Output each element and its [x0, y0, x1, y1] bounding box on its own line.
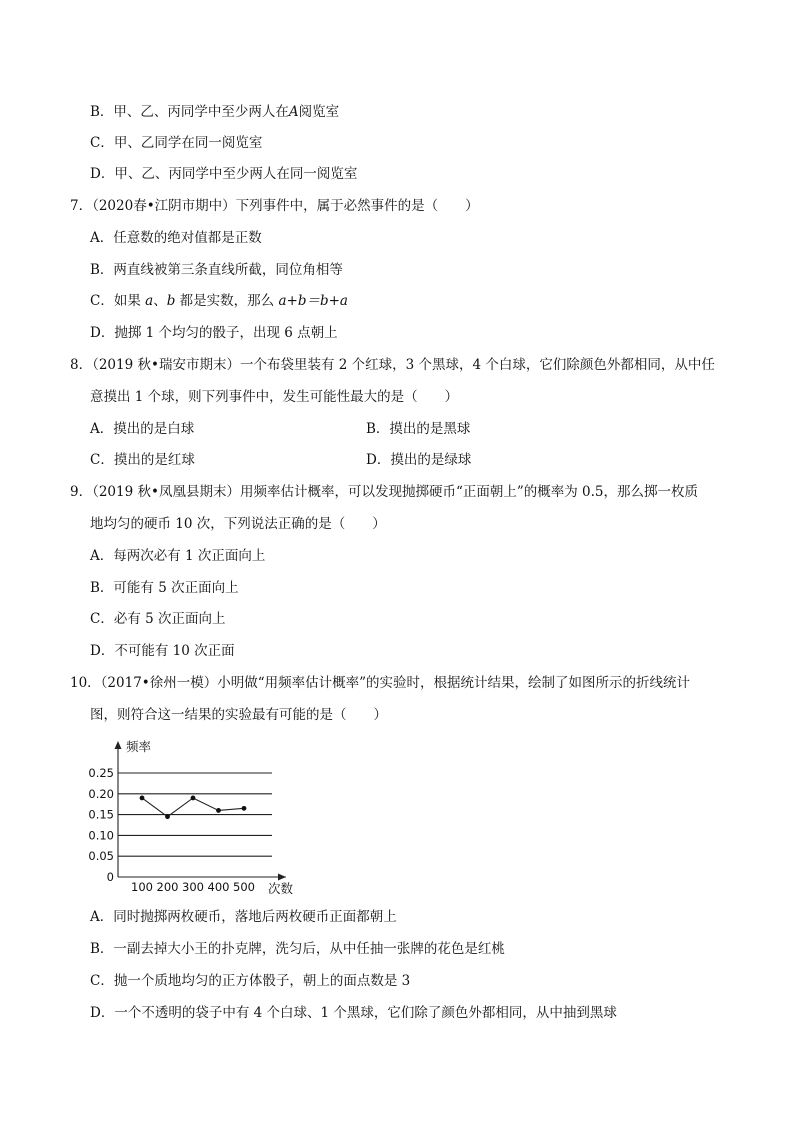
- q9-option-b: B．可能有 5 次正面向上: [90, 580, 239, 596]
- q10-option-c: C．抛一个质地均匀的正方体骰子，朝上的面点数是 3: [90, 973, 411, 989]
- y-tick-label: 0: [106, 870, 114, 884]
- y-tick-label: 0.20: [88, 786, 114, 801]
- data-point: [242, 806, 247, 811]
- x-tick-label: 500: [233, 880, 255, 894]
- q9-option-d: D．不可能有 10 次正面: [90, 643, 235, 659]
- data-point: [191, 796, 196, 801]
- x-tick-label: 100: [131, 880, 153, 894]
- y-axis-label: 频率: [126, 739, 152, 754]
- q7-option-d: D．抛掷 1 个均匀的骰子，出现 6 点朝上: [90, 325, 338, 341]
- q7-option-b: B．两直线被第三条直线所截，同位角相等: [90, 262, 343, 278]
- x-tick-label: 200: [156, 880, 179, 894]
- q9-stem-line1: 9．（2019 秋•凤凰县期末）用频率估计概率，可以发现抛掷硬币“正面朝上”的概率为 0.5，那么掷一枚质: [70, 484, 699, 500]
- y-tick-label: 0.25: [88, 766, 114, 780]
- q10-option-b: B．一副去掉大小王的扑克牌，洗匀后，从中任抽一张牌的花色是红桃: [90, 941, 505, 957]
- data-point: [165, 814, 170, 819]
- q8-option-b: B．摸出的是黑球: [366, 421, 471, 437]
- q6-option-d: D．甲、乙、丙同学中至少两人在同一阅览室: [90, 166, 358, 182]
- x-axis-label: 次数: [268, 881, 294, 896]
- q8-option-d: D．摸出的是绿球: [366, 452, 472, 468]
- y-axis-arrow: [115, 741, 122, 749]
- data-point: [216, 808, 221, 813]
- q9-option-c: C．必有 5 次正面向上: [90, 611, 226, 627]
- q7-option-a: A．任意数的绝对值都是正数: [90, 230, 262, 246]
- q9-stem-line2: 地均匀的硬币 10 次，下列说法正确的是（ ）: [90, 516, 386, 532]
- x-axis-arrow: [278, 874, 286, 881]
- q10-stem-line1: 10．（2017•徐州一模）小明做“用频率估计概率”的实验时，根据统计结果，绘制了如图所示的折线统计: [70, 675, 691, 691]
- q8-stem-line2: 意摸出 1 个球，则下列事件中，发生可能性最大的是（ ）: [90, 389, 459, 405]
- q8-stem-line1: 8．（2019 秋•瑞安市期末）一个布袋里装有 2 个红球，3 个黑球，4 个白球，它们除颜色外都相同，从中任: [70, 357, 715, 373]
- q7-option-c: C．如果 a、b 都是实数，那么 a+b＝b+a: [90, 293, 348, 309]
- q8-option-a: A．摸出的是白球: [90, 421, 195, 437]
- series-line: [142, 798, 244, 817]
- q9-option-a: A．每两次必有 1 次正面向上: [90, 548, 266, 564]
- x-tick-label: 300: [182, 880, 204, 894]
- y-tick-label: 0.10: [88, 828, 114, 843]
- frequency-line-chart: [80, 735, 310, 897]
- q10-option-d: D．一个不透明的袋子中有 4 个白球、1 个黑球，它们除了颜色外都相同，从中抽到黑球: [90, 1005, 617, 1021]
- y-tick-label: 0.05: [88, 849, 114, 864]
- q8-option-c: C．摸出的是红球: [90, 452, 195, 468]
- q6-option-b: B．甲、乙、丙同学中至少两人在A阅览室: [90, 104, 340, 120]
- q10-stem-line2: 图，则符合这一结果的实验最有可能的是（ ）: [90, 707, 387, 723]
- q10-option-a: A．同时抛掷两枚硬币，落地后两枚硬币正面都朝上: [90, 909, 397, 925]
- q6-option-c: C．甲、乙同学在同一阅览室: [90, 135, 263, 151]
- data-point: [140, 796, 145, 801]
- x-tick-label: 400: [207, 880, 230, 894]
- y-tick-label: 0.15: [88, 807, 114, 822]
- q7-stem: 7．（2020春•江阴市期中）下列事件中，属于必然事件的是（ ）: [70, 198, 479, 214]
